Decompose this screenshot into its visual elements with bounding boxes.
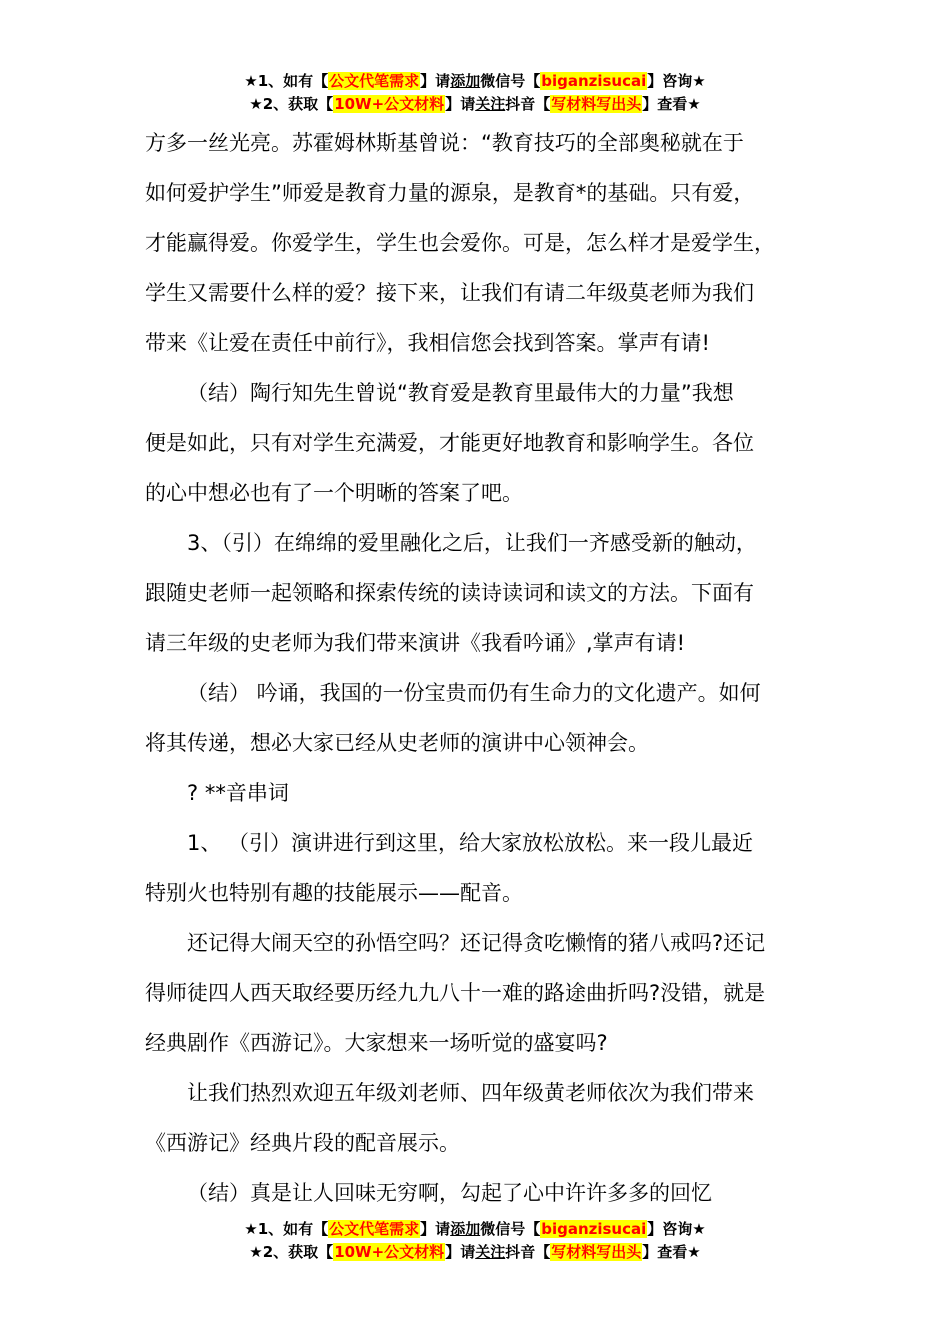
text-line: 方多一丝光亮。苏霍姆林斯基曾说：“教育技巧的全部奥秘就在于 (145, 131, 744, 155)
text-line: 才能赢得爱。你爱学生，学生也会爱你。可是，怎么样才是爱学生， (145, 231, 775, 255)
banner-line-2: ★2、获取【10W+公文材料】请关注抖音【写材料写出头】查看★ (249, 1243, 701, 1261)
highlight-wechat-id: biganzisucai (541, 72, 647, 90)
text-line: （结）真是让人回味无穷啊，勾起了心中许许多多的回忆 (187, 1181, 712, 1205)
bottom-banner (0, 1218, 950, 1264)
text-line: 特别火也特别有趣的技能展示——配音。 (145, 881, 523, 905)
text-line: 《西游记》经典片段的配音展示。 (145, 1131, 460, 1155)
text-line: 将其传递，想必大家已经从史老师的演讲中心领神会。 (145, 731, 649, 755)
banner-line-1: ★1、如有【公文代笔需求】请添加微信号【biganzisucai】咨询★ (244, 1220, 706, 1238)
text-line: 跟随史老师一起领略和探索传统的读诗读词和读文的方法。下面有 (145, 581, 754, 605)
highlight-materials: 10W+公文材料 (334, 95, 445, 113)
text-line: （结） 吟诵，我国的一份宝贵而仍有生命力的文化遗产。如何 (187, 681, 761, 705)
text-line: （结）陶行知先生曾说“教育爱是教育里最伟大的力量”我想 (187, 381, 734, 405)
text-line: 经典剧作《西游记》。大家想来一场听觉的盛宴吗? (145, 1031, 608, 1055)
text-line: 1、 （引）演讲进行到这里，给大家放松放松。来一段儿最近 (187, 831, 754, 855)
highlight-ghostwriting: 公文代笔需求 (329, 72, 420, 90)
banner-line-2: ★2、获取【10W+公文材料】请关注抖音【写材料写出头】查看★ (249, 95, 701, 113)
top-banner (0, 70, 950, 116)
highlight-douyin-account: 写材料写出头 (551, 1243, 642, 1261)
text-line: 学生又需要什么样的爱？接下来，让我们有请二年级莫老师为我们 (145, 281, 754, 305)
banner-line-1: ★1、如有【公文代笔需求】请添加微信号【biganzisucai】咨询★ (244, 72, 706, 90)
text-line: 3、（引）在绵绵的爱里融化之后，让我们一齐感受新的触动， (187, 531, 757, 555)
highlight-materials: 10W+公文材料 (334, 1243, 445, 1261)
text-line: 还记得大闹天空的孙悟空吗？还记得贪吃懒惰的猪八戒吗?还记 (187, 931, 766, 955)
highlight-ghostwriting: 公文代笔需求 (329, 1220, 420, 1238)
highlight-douyin-account: 写材料写出头 (551, 95, 642, 113)
text-line: 请三年级的史老师为我们带来演讲《我看吟诵》,掌声有请! (145, 631, 686, 655)
text-line: 得师徒四人西天取经要历经九九八十一难的路途曲折吗?没错，就是 (145, 981, 766, 1005)
text-line: 便是如此，只有对学生充满爱，才能更好地教育和影响学生。各位 (145, 431, 754, 455)
highlight-wechat-id: biganzisucai (541, 1220, 647, 1238)
section-heading: ? **音串词 (187, 781, 289, 805)
text-line: 的心中想必也有了一个明晰的答案了吧。 (145, 481, 523, 505)
text-line: 让我们热烈欢迎五年级刘老师、四年级黄老师依次为我们带来 (187, 1081, 754, 1105)
text-line: 如何爱护学生”师爱是教育力量的源泉，是教育*的基础。只有爱， (145, 181, 755, 205)
document-body (145, 118, 825, 1218)
text-line: 带来《让爱在责任中前行》，我相信您会找到答案。掌声有请! (145, 331, 710, 355)
